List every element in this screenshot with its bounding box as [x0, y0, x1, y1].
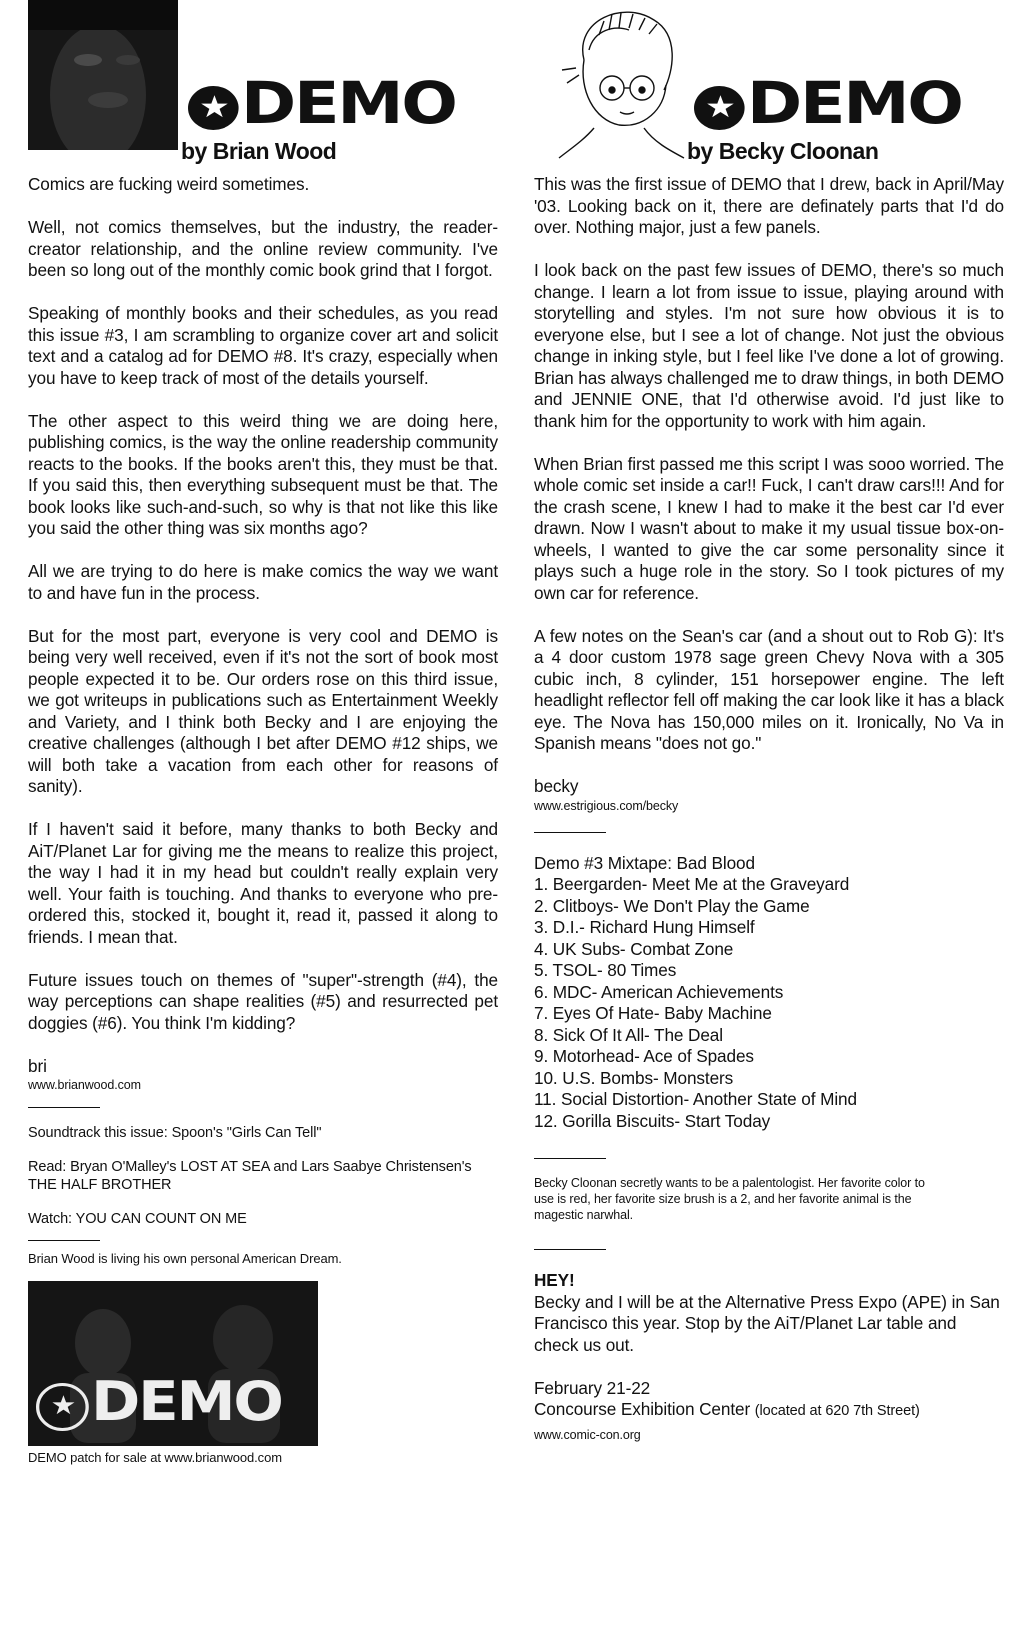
- event-dates: February 21-22: [534, 1377, 651, 1398]
- becky-cloonan-sketch: [554, 0, 694, 160]
- left-body: [28, 174, 498, 1466]
- list-item: 2. Clitboys- We Don't Play the Game: [534, 895, 810, 916]
- right-body: [534, 174, 1004, 1443]
- list-item: 4. UK Subs- Combat Zone: [534, 938, 734, 959]
- paragraph: Future issues touch on themes of "super"-strength (#4), the way perceptions can shape realities (#5) and resurrected pet doggies (#6). You think I'm kidding?: [28, 969, 498, 1033]
- author-bio: Becky Cloonan secretly wants to be a palentologist. Her favorite color to use is red, her favorite size brush is a 2, and her favorite animal is the magestic narwhal.: [534, 1176, 925, 1222]
- paragraph: The other aspect to this weird thing we are doing here, publishing comics, is the way the online readership community reacts to the books. If the books aren't this, they must be that. If you said this, then everything subsequent must be that. The book looks like such-and-such, so why is that not like this like you said the other thing was six months ago?: [28, 410, 498, 538]
- website-link[interactable]: www.brianwood.com: [28, 1078, 141, 1092]
- demo-logo: ★ DEMO: [188, 74, 456, 132]
- demo-logo: ★ DEMO: [694, 74, 962, 132]
- paragraph: All we are trying to do here is make comics the way we want to and have fun in the process.: [28, 561, 498, 603]
- mixtape-title: Demo #3 Mixtape: Bad Blood: [534, 852, 755, 873]
- list-item: 9. Motorhead- Ace of Spades: [534, 1046, 754, 1066]
- signoff: becky: [534, 776, 579, 796]
- star-icon: ★: [188, 86, 239, 130]
- paragraph: When Brian first passed me this script I was sooo worried. The whole comic set inside a car!! Fuck, I can't draw cars!!! And for the crash scene, I knew I had to make it the best car I'd ever drawn. Now I wasn't about to make it my usual tissue box-on-wheels, I wanted to give the car some personality since it plays such a huge role in the story. So I took pictures of my own car for reference.: [534, 453, 1004, 603]
- byline: by Brian Wood: [181, 138, 337, 164]
- paragraph: Speaking of monthly books and their schedules, as you read this issue #3, I am scrambling to organize cover art and solicit text and a catalog ad for DEMO #8. It's crazy, especially when you have to keep track of most of the details yourself.: [28, 303, 498, 388]
- list-item: 1. Beergarden- Meet Me at the Graveyard: [534, 874, 850, 894]
- divider: [534, 832, 606, 833]
- brian-wood-column: [28, 0, 498, 1466]
- list-item: 5. TSOL- 80 Times: [534, 960, 677, 980]
- watch-recommendation: Watch: YOU CAN COUNT ON ME: [28, 1211, 247, 1227]
- author-bio: Brian Wood is living his own personal American Dream.: [28, 1251, 342, 1266]
- list-item: 3. D.I.- Richard Hung Himself: [534, 917, 755, 937]
- divider: [28, 1240, 100, 1241]
- paragraph: I look back on the past few issues of DEMO, there's so much change. I learn a lot from issue to issue, playing around with storytelling and styles. I'm not sure how obvious it is to everyone else, but I see a lot of change. Not just the obvious change in inking style, but I feel like I've done a lot of growing. Brian has always challenged me to draw things, in both DEMO and JENNIE ONE, that I'd otherwise avoid. I'd just like to thank him for the opportunity to work with him again.: [534, 260, 1004, 431]
- list-item: 10. U.S. Bombs- Monsters: [534, 1067, 734, 1088]
- paragraph: If I haven't said it before, many thanks to both Becky and AiT/Planet Lar for giving me the means to realize this project, the way I had it in my head but couldn't really explain very well. Your faith is touching. And thanks to everyone who pre-ordered this, stocked it, bought it, read it, passed it along to friends. I mean that.: [28, 819, 498, 947]
- signoff: bri: [28, 1055, 47, 1076]
- demo-patch-image: [28, 1281, 318, 1446]
- becky-cloonan-column: [534, 0, 1004, 1443]
- divider: [534, 1249, 606, 1250]
- star-icon: ★: [36, 1383, 89, 1431]
- expo-link[interactable]: www.comic-con.org: [534, 1427, 641, 1442]
- mixtape: [534, 853, 1004, 1133]
- list-item: 7. Eyes Of Hate- Baby Machine: [534, 1003, 772, 1023]
- paragraph: A few notes on the Sean's car (and a shout out to Rob G): It's a 4 door custom 1978 sage green Chevy Nova with a 305 cubic inch, 8 cylinder, 151 horsepower engine. The left headlight reflector fell off making the car look like it has a black eye. The Nova has 150,000 miles on it. Ironically, No Va in Spanish means "does not go.": [534, 625, 1004, 753]
- divider: [534, 1158, 606, 1159]
- patch-logo: ★ DEMO: [36, 1383, 282, 1431]
- hey-heading: HEY!: [534, 1270, 575, 1290]
- star-icon: ★: [694, 86, 745, 130]
- paragraph: Comics are fucking weird sometimes.: [28, 174, 310, 194]
- read-recommendation: Read: Bryan O'Malley's LOST AT SEA and Lars Saabye Christensen's THE HALF BROTHER: [28, 1159, 472, 1193]
- list-item: 11. Social Distortion- Another State of Mind: [534, 1089, 857, 1109]
- website-link[interactable]: www.estrigious.com/becky: [534, 798, 679, 813]
- left-header: [28, 0, 498, 162]
- paragraph: This was the first issue of DEMO that I drew, back in April/May '03. Looking back on it, there are definately parts that I'd do over. Nothing major, just a few panels.: [534, 174, 1004, 237]
- soundtrack: Soundtrack this issue: Spoon's "Girls Can Tell": [28, 1125, 322, 1141]
- brian-wood-photo: [28, 0, 178, 150]
- list-item: 6. MDC- American Achievements: [534, 981, 784, 1002]
- byline: by Becky Cloonan: [687, 138, 879, 164]
- right-header: [534, 0, 1004, 162]
- divider: [28, 1107, 100, 1108]
- list-item: 12. Gorilla Biscuits- Start Today: [534, 1110, 771, 1131]
- paragraph: Well, not comics themselves, but the industry, the reader-creator relationship, and the online review community. I've been so long out of the monthly comic book grind that I forgot.: [28, 217, 498, 280]
- list-item: 8. Sick Of It All- The Deal: [534, 1024, 723, 1045]
- event-venue: [534, 1399, 1004, 1423]
- venue-address: (located at 620 7th Street): [754, 1403, 920, 1419]
- paragraph: But for the most part, everyone is very cool and DEMO is being very well received, even if it's not the sort of book most people expected it to be. Our orders rose on this third issue, we got writeups in publications such as Entertainment Weekly and Variety, and I think both Becky and I are enjoying the creative challenges (although I bet after DEMO #12 ships, we will both take a vacation from each other for reasons of sanity).: [28, 625, 498, 796]
- ape-announcement: Becky and I will be at the Alternative Press Expo (APE) in San Francisco this year. Stop by the AiT/Planet Lar table and check us out.: [534, 1291, 1000, 1355]
- patch-caption: DEMO patch for sale at www.brianwood.com: [28, 1450, 282, 1465]
- venue-name: Concourse Exhibition Center: [534, 1399, 751, 1419]
- mixtape-list: [534, 874, 1004, 1132]
